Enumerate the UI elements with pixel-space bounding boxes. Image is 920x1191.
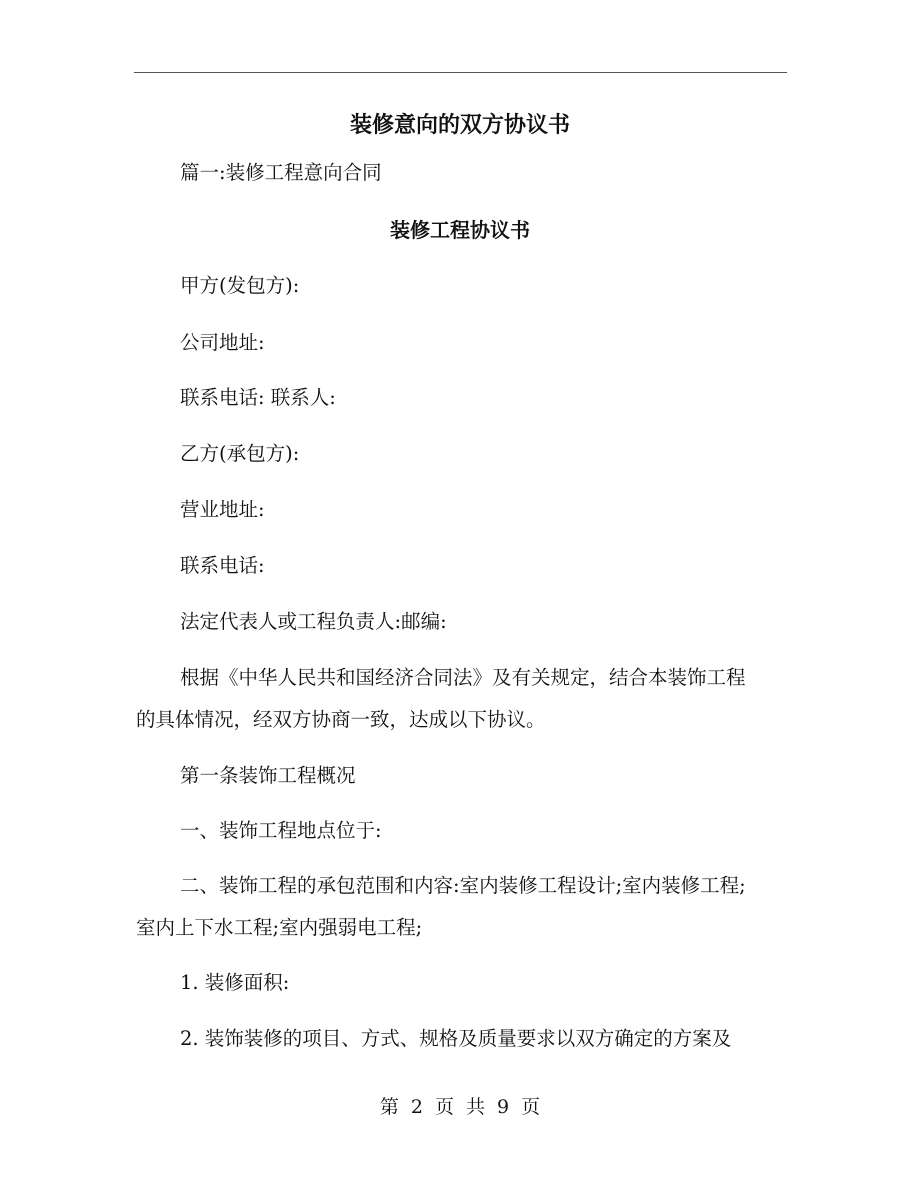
clause-item-1: 一、装饰工程地点位于: — [180, 819, 382, 842]
party-b-label: 乙方(承包方): — [180, 442, 300, 465]
intro-paragraph-line-2: 的具体情况，经双方协商一致，达成以下协议。 — [136, 708, 546, 731]
company-address-label: 公司地址: — [180, 331, 265, 354]
party-a-label: 甲方(发包方): — [180, 274, 300, 297]
document-title: 装修意向的双方协议书 — [349, 112, 570, 138]
header-rule — [134, 72, 787, 73]
sub-item-2: 2. 装饰装修的项目、方式、规格及质量要求以双方确定的方案及 — [180, 1027, 732, 1050]
contact-a-label: 联系电话: 联系人: — [180, 386, 336, 409]
section-heading: 篇一:装修工程意向合同 — [180, 161, 382, 184]
page-indicator: 第 2 页 共 9 页 — [379, 1096, 541, 1118]
article-1-heading: 第一条装饰工程概况 — [180, 764, 356, 787]
intro-paragraph-line-1: 根据《中华人民共和国经济合同法》及有关规定，结合本装饰工程 — [180, 666, 746, 689]
contract-title: 装修工程协议书 — [390, 218, 530, 242]
legal-representative-label: 法定代表人或工程负责人:邮编: — [180, 610, 447, 633]
clause-item-2-line-1: 二、装饰工程的承包范围和内容:室内装修工程设计;室内装修工程; — [180, 874, 746, 897]
contact-b-label: 联系电话: — [180, 554, 265, 577]
business-address-label: 营业地址: — [180, 498, 265, 521]
sub-item-1: 1. 装修面积: — [180, 971, 290, 994]
clause-item-2-line-2: 室内上下水工程;室内强弱电工程; — [136, 916, 423, 939]
